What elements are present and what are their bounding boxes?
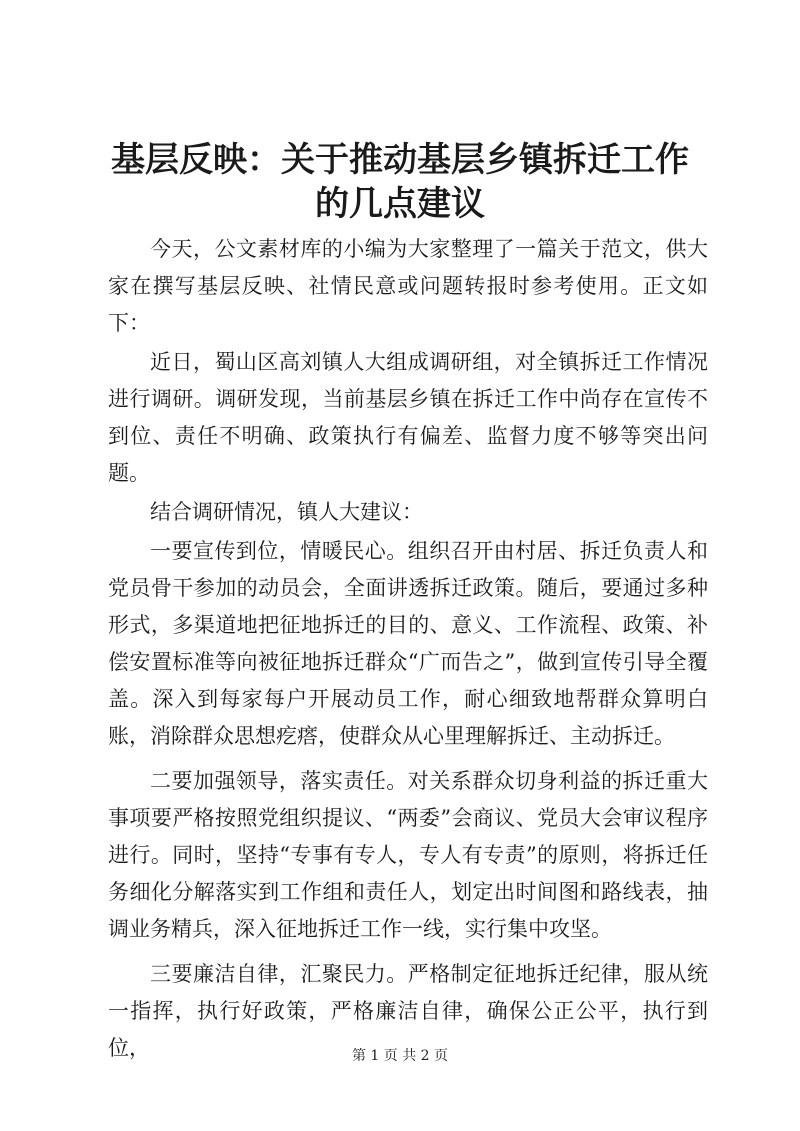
suggestion-three-paragraph: 三要廉洁自律，汇聚民力。严格制定征地拆迁纪律，服从统一指挥，执行好政策，严格廉洁自律，确保公正公平，执行到位， <box>108 962 708 1060</box>
survey-paragraph: 近日，蜀山区高刘镇人大组成调研组，对全镇拆迁工作情况进行调研。调研发现，当前基层乡镇在拆迁工作中尚存在宣传不到位、责任不明确、政策执行有偏差、监督力度不够等突出问题。 <box>108 350 708 485</box>
page-footer: 第 1 页 共 2 页 <box>351 1048 449 1064</box>
suggestion-two-paragraph: 二要加强领导，落实责任。对关系群众切身利益的拆迁重大事项要严格按照党组织提议、“两委”会商议、党员大会审议程序进行。同时，坚持“专事有专人，专人有专责”的原则，将拆迁任务细化分解落实到工作组和责任人，划定出时间图和路线表，抽调业务精兵，深入征地拆迁工作一线，实行集中攻坚。 <box>108 769 708 941</box>
suggestion-one-paragraph: 一要宣传到位，情暖民心。组织召开由村居、拆迁负责人和党员骨干参加的动员会，全面讲透拆迁政策。随后，要通过多种形式，多渠道地把征地拆迁的目的、意义、工作流程、政策、补偿安置标准等向被征地拆迁群众“广而告之”，做到宣传引导全覆盖。深入到每家每户开展动员工作，耐心细致地帮群众算明白账，消除群众思想疙瘩，使群众从心里理解拆迁、主动拆迁。 <box>108 539 708 748</box>
document-title: 基层反映：关于推动基层乡镇拆迁工作的几点建议 <box>111 140 689 224</box>
document-body <box>108 231 708 1067</box>
intro-paragraph: 今天，公文素材库的小编为大家整理了一篇关于范文，供大家在撰写基层反映、社情民意或问题转报时参考使用。正文如下： <box>108 237 708 335</box>
suggestion-lead-paragraph: 结合调研情况，镇人大建议： <box>150 500 423 524</box>
